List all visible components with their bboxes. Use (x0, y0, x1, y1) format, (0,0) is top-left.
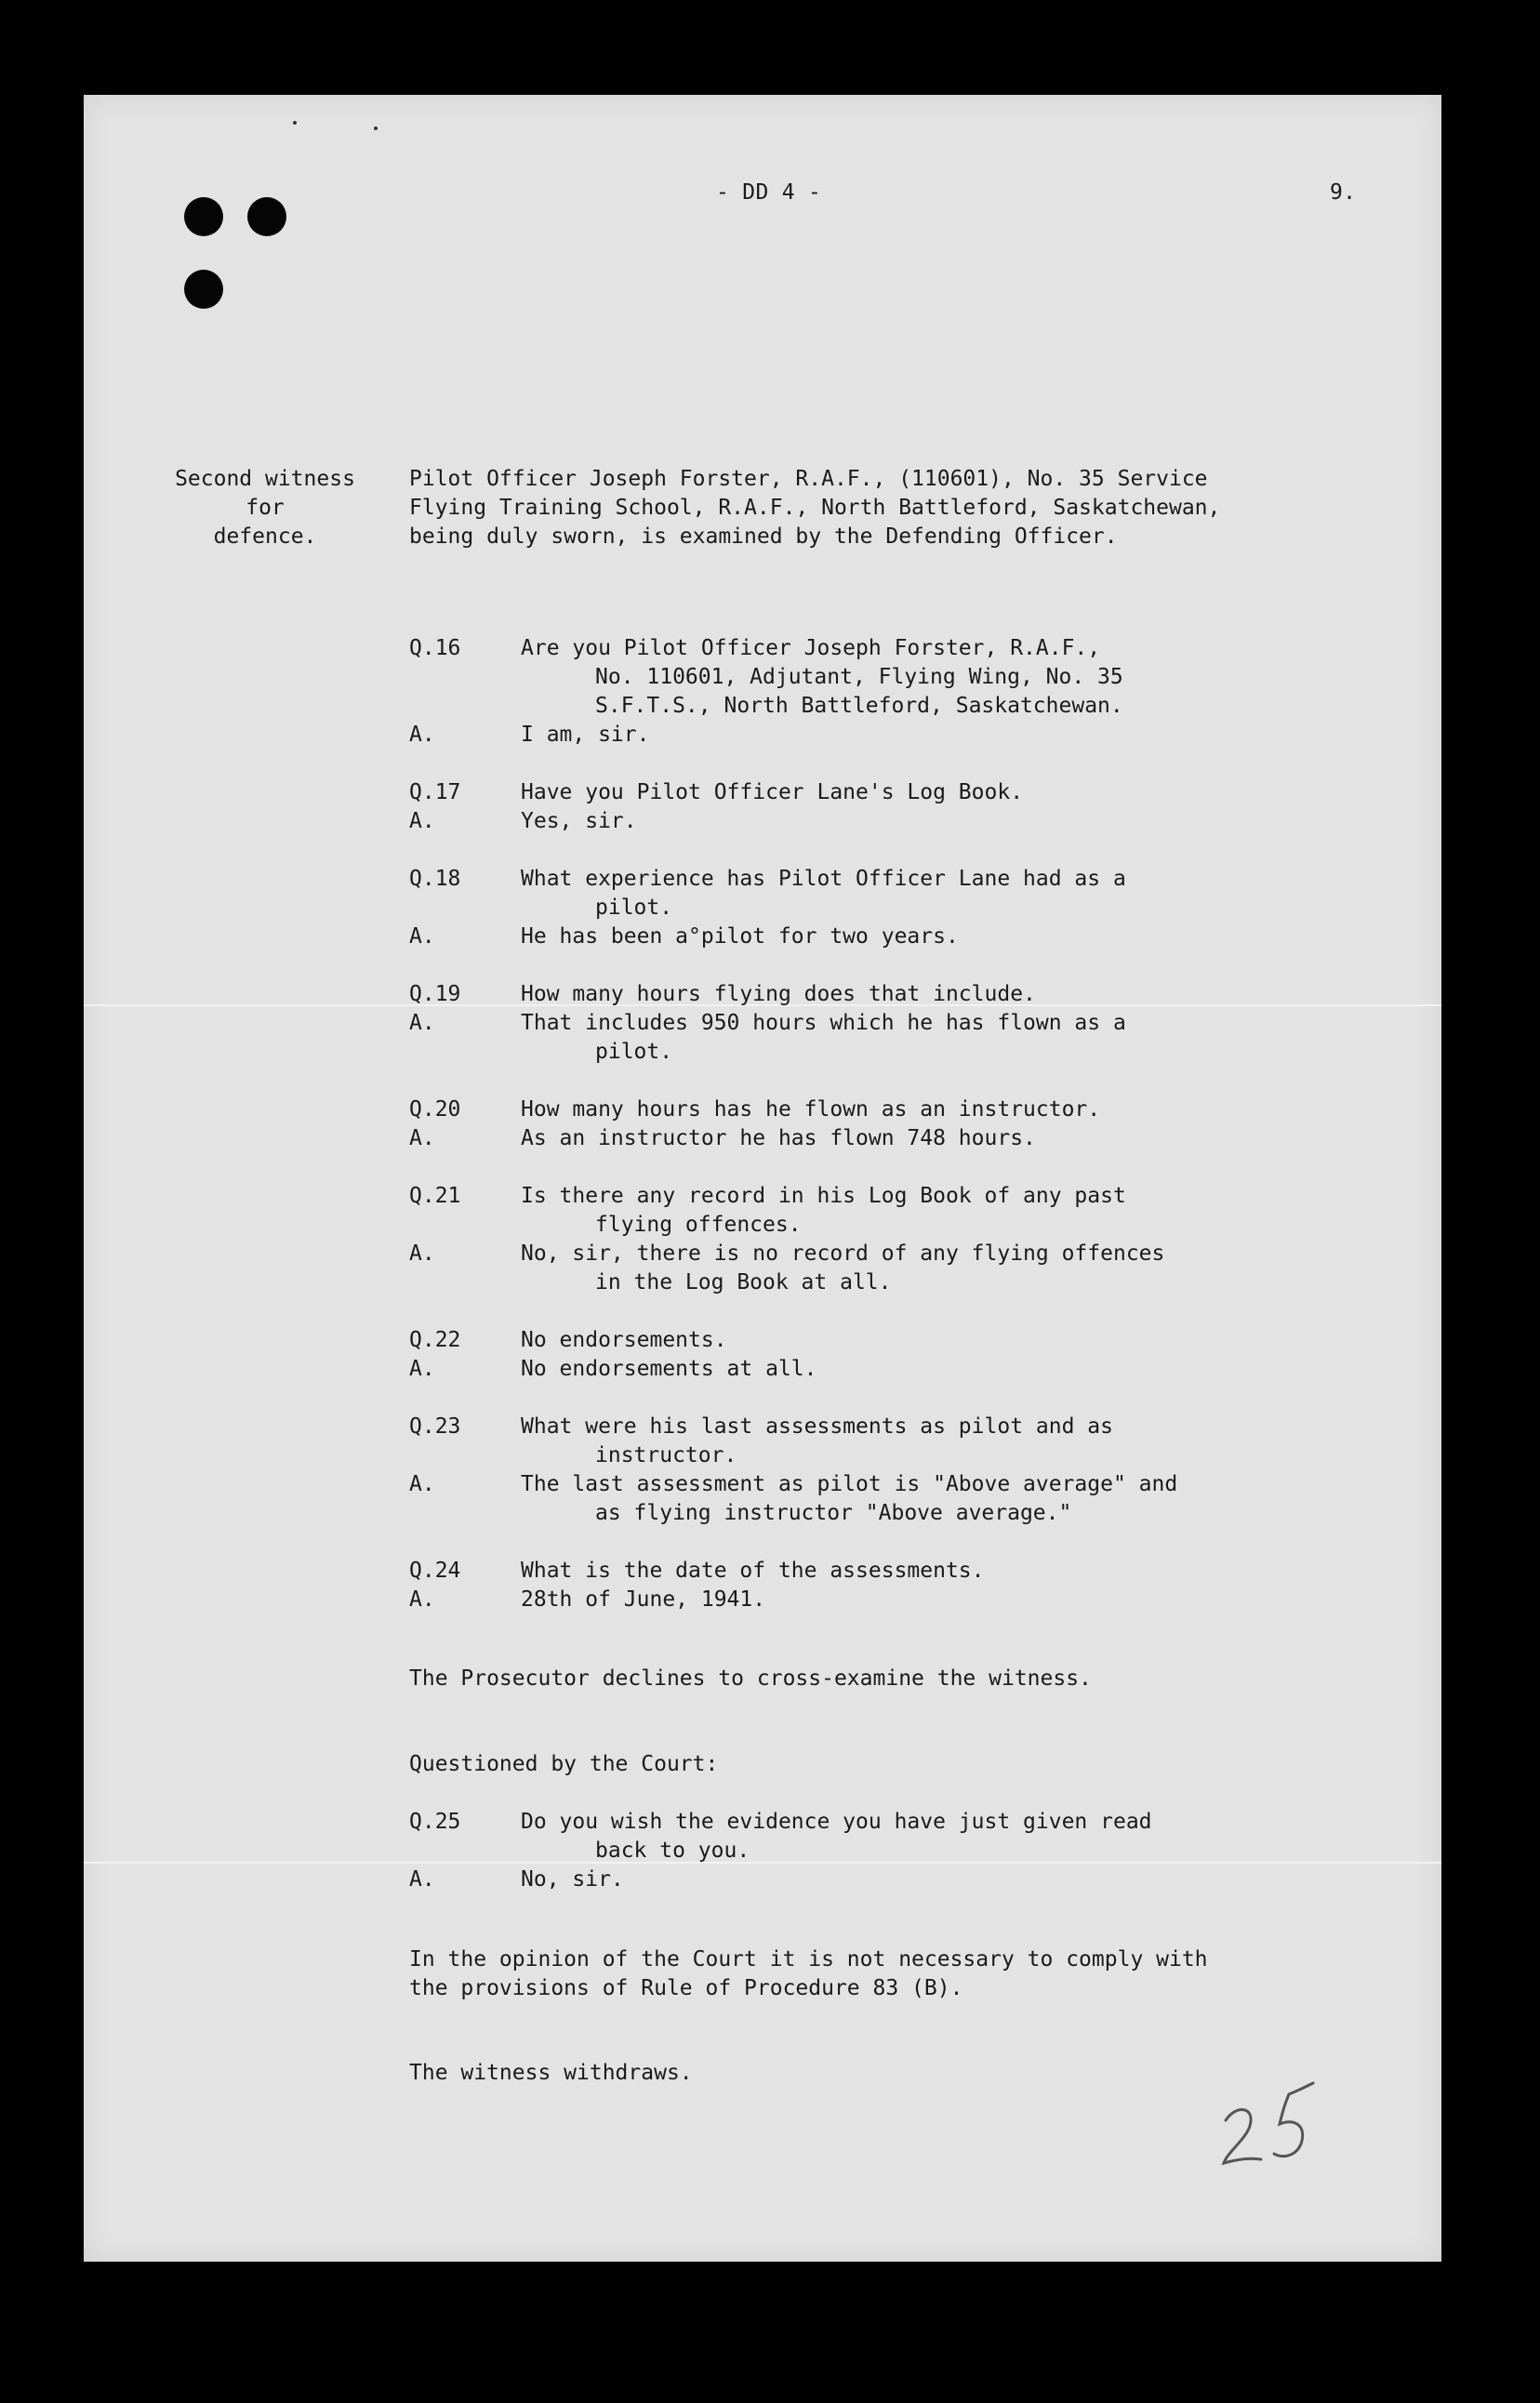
answer-row (409, 1009, 1395, 1067)
qa-text (521, 1009, 1395, 1067)
court-heading (409, 1750, 1414, 1779)
qa-label: Q.19 (409, 982, 461, 1006)
qa-text (521, 1413, 1395, 1470)
qa-line: How many hours has he flown as an instructor. (521, 1097, 1101, 1122)
prosecutor-note (409, 1665, 1414, 1693)
question-row (409, 1326, 1395, 1355)
question-row (409, 1413, 1395, 1470)
question-row (409, 1095, 1395, 1124)
paper-sheet (84, 95, 1441, 2262)
qa-line: How many hours flying does that include. (521, 982, 1036, 1006)
punch-hole (247, 197, 286, 236)
qa-line: pilot. (595, 1040, 673, 1064)
prosecutor-note-text: The Prosecutor declines to cross-examine the witness. (409, 1666, 1092, 1691)
qa-line: That includes 950 hours which he has flown as a (521, 1011, 1126, 1035)
answer-row (409, 807, 1395, 836)
qa-text (521, 1355, 1395, 1384)
qa-label: A. (409, 809, 435, 833)
qa-line: No, sir. (521, 1867, 624, 1892)
qa-label: Q.25 (409, 1810, 461, 1834)
intro-line: being duly sworn, is examined by the Defending Officer. (409, 524, 1118, 549)
qa-text (521, 721, 1395, 750)
answer-row (409, 721, 1395, 750)
side-label (130, 465, 400, 551)
qa-line: instructor. (595, 1443, 737, 1467)
qa-line: S.F.T.S., North Battleford, Saskatchewan. (595, 694, 1123, 718)
qa-line: flying offences. (595, 1213, 802, 1237)
qa-label: A. (409, 1472, 435, 1496)
answer-row (409, 1355, 1395, 1384)
side-label-line: Second witness (175, 467, 355, 491)
question-row (409, 634, 1395, 721)
qa-label: Q.20 (409, 1097, 461, 1122)
page-number: 9. (1330, 180, 1357, 205)
qa-label: Q.22 (409, 1328, 461, 1352)
answer-row (409, 1865, 1395, 1894)
qa-label: A. (409, 1587, 435, 1612)
qa-text (521, 980, 1395, 1009)
intro-line: Pilot Officer Joseph Forster, R.A.F., (110601), No. 35 Service (409, 467, 1208, 491)
qa-line: as flying instructor "Above average." (595, 1501, 1072, 1525)
punch-hole (184, 197, 223, 236)
court-opinion (409, 1945, 1414, 2003)
qa-text (521, 1808, 1395, 1865)
opinion-line: the provisions of Rule of Procedure 83 (B). (409, 1976, 963, 2000)
qa-text (521, 1470, 1395, 1528)
qa-text (521, 778, 1395, 807)
intro-line: Flying Training School, R.A.F., North Battleford, Saskatchewan, (409, 496, 1221, 520)
answer-row (409, 1470, 1395, 1528)
qa-label: Q.17 (409, 780, 461, 804)
qa-line: What is the date of the assessments. (521, 1559, 985, 1583)
qa-line: back to you. (595, 1839, 750, 1863)
qa-text (521, 1095, 1395, 1124)
closing-text: The witness withdraws. (409, 2061, 693, 2085)
qa-line: The last assessment as pilot is "Above average" and (521, 1472, 1178, 1496)
qa-label: Q.23 (409, 1414, 461, 1439)
qa-line: No endorsements. (521, 1328, 727, 1352)
intro-paragraph (409, 465, 1414, 551)
qa-text (521, 1557, 1395, 1586)
question-row (409, 1557, 1395, 1586)
qa-text (521, 865, 1395, 923)
speck (374, 126, 378, 130)
qa-line: What experience has Pilot Officer Lane had as a (521, 867, 1126, 891)
header-center: - DD 4 - (716, 180, 822, 205)
qa-label: A. (409, 1126, 435, 1150)
qa-text (521, 1586, 1395, 1614)
court-qa (409, 1808, 1395, 1923)
opinion-line: In the opinion of the Court it is not necessary to comply with (409, 1947, 1208, 1972)
answer-row (409, 1124, 1395, 1153)
qa-label: Q.18 (409, 867, 461, 891)
qa-line: What were his last assessments as pilot and as (521, 1414, 1113, 1439)
qa-line: Do you wish the evidence you have just given read (521, 1810, 1152, 1834)
punch-hole (184, 270, 223, 309)
answer-row (409, 923, 1395, 951)
question-row (409, 778, 1395, 807)
qa-text (521, 923, 1395, 951)
qa-line: No. 110601, Adjutant, Flying Wing, No. 35 (595, 665, 1123, 689)
answer-row (409, 1586, 1395, 1614)
speck (293, 121, 297, 125)
qa-line: 28th of June, 1941. (521, 1587, 766, 1612)
qa-label: A. (409, 1011, 435, 1035)
qa-line: Are you Pilot Officer Joseph Forster, R.A.F., (521, 636, 1101, 660)
court-heading-text: Questioned by the Court: (409, 1752, 719, 1776)
answer-row (409, 1240, 1395, 1297)
qa-text (521, 1124, 1395, 1153)
qa-line: He has been a°pilot for two years. (521, 924, 959, 949)
handwritten-number (1209, 2066, 1330, 2178)
qa-line: As an instructor he has flown 748 hours. (521, 1126, 1036, 1150)
qa-text (521, 634, 1395, 721)
qa-label: Q.21 (409, 1184, 461, 1208)
qa-label: A. (409, 924, 435, 949)
qa-line: No endorsements at all. (521, 1357, 817, 1381)
question-row (409, 1182, 1395, 1240)
qa-text (521, 1865, 1395, 1894)
qa-text (521, 1326, 1395, 1355)
qa-line: pilot. (595, 896, 673, 920)
qa-label: A. (409, 1241, 435, 1266)
qa-text (521, 1240, 1395, 1297)
qa-line: Yes, sir. (521, 809, 637, 833)
side-label-line: defence. (213, 524, 317, 549)
qa-line: Is there any record in his Log Book of any past (521, 1184, 1126, 1208)
side-label-line: for (246, 496, 285, 520)
qa-line: Have you Pilot Officer Lane's Log Book. (521, 780, 1024, 804)
qa-label: A. (409, 1867, 435, 1892)
qa-line: I am, sir. (521, 723, 650, 747)
qa-text (521, 807, 1395, 836)
question-row (409, 865, 1395, 923)
question-row (409, 980, 1395, 1009)
question-row (409, 1808, 1395, 1865)
qa-text (521, 1182, 1395, 1240)
examination-qa (409, 634, 1395, 1643)
qa-line: No, sir, there is no record of any flying offences (521, 1241, 1165, 1266)
qa-label: A. (409, 1357, 435, 1381)
qa-label: Q.16 (409, 636, 461, 660)
qa-line: in the Log Book at all. (595, 1270, 892, 1294)
qa-label: A. (409, 723, 435, 747)
qa-label: Q.24 (409, 1559, 461, 1583)
